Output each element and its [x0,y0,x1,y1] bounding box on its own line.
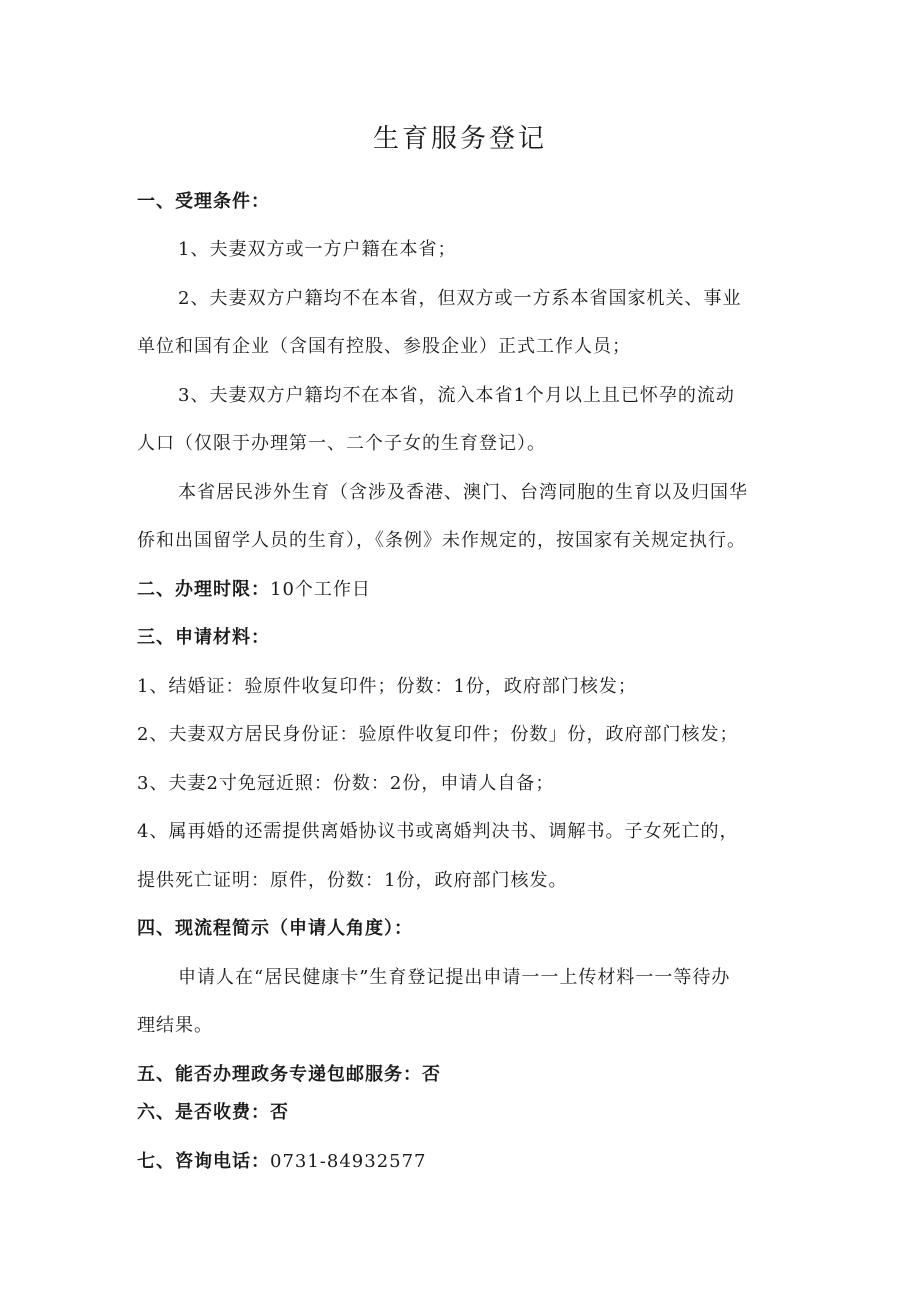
fee-status: 六、是否收费：否 [137,1102,289,1123]
condition-item-2-line-2: 单位和国有企业（含国有控股、参股企业）正式工作人员； [137,336,631,357]
condition-item-1: 1、夫妻双方或一方户籍在本省； [178,239,457,260]
material-item-2: 2、夫妻双方居民身份证：验原件收复印件；份数」份，政府部门核发； [137,724,739,745]
processing-time-label: 二、办理时限： [137,579,270,600]
condition-item-3-line-2: 人口（仅限于办理第一、二个子女的生育登记）。 [137,433,546,454]
page-title: 生育服务登记 [372,124,547,154]
process-overview-line-1: 申请人在“居民健康卡”生育登记提出申请一一上传材料一一等待办 [178,967,731,988]
consultation-phone-label: 七、咨询电话： [137,1151,270,1172]
condition-item-3-line-1: 3、夫妻双方户籍均不在本省，流入本省1个月以上且已怀孕的流动 [178,385,735,406]
material-item-4-line-2: 提供死亡证明：原件，份数：1份，政府部门核发。 [137,870,568,891]
consultation-phone [137,1148,787,1176]
material-item-3: 3、夫妻2寸免冠近照：份数：2份，申请人自备； [137,773,555,794]
foreign-birth-note-line-1: 本省居民涉外生育（含涉及香港、澳门、台湾同胞的生育以及归国华 [178,482,748,503]
process-overview-line-2: 理结果。 [137,1015,213,1036]
foreign-birth-note-line-2: 侨和出国留学人员的生育），《条例》未作规定的，按国家有关规定执行。 [137,530,746,551]
section-heading-application-materials: 三、申请材料： [137,627,270,648]
processing-time-value: 10个工作日 [270,579,371,600]
condition-item-2-line-1: 2、夫妻双方户籍均不在本省，但双方或一方系本省国家机关、事业 [178,288,742,309]
consultation-phone-number: 0731-84932577 [270,1151,427,1172]
material-item-4-line-1: 4、属再婚的还需提供离婚协议书或离婚判决书、调解书。子女死亡的， [137,821,739,842]
section-heading-acceptance-conditions: 一、受理条件： [137,191,270,212]
express-delivery-service: 五、能否办理政务专递包邮服务：否 [137,1064,441,1085]
processing-time [137,576,787,604]
material-item-1: 1、结婚证：验原件收复印件；份数：1份，政府部门核发； [137,676,637,697]
section-heading-process-overview: 四、现流程简示（申请人角度）： [137,918,413,939]
